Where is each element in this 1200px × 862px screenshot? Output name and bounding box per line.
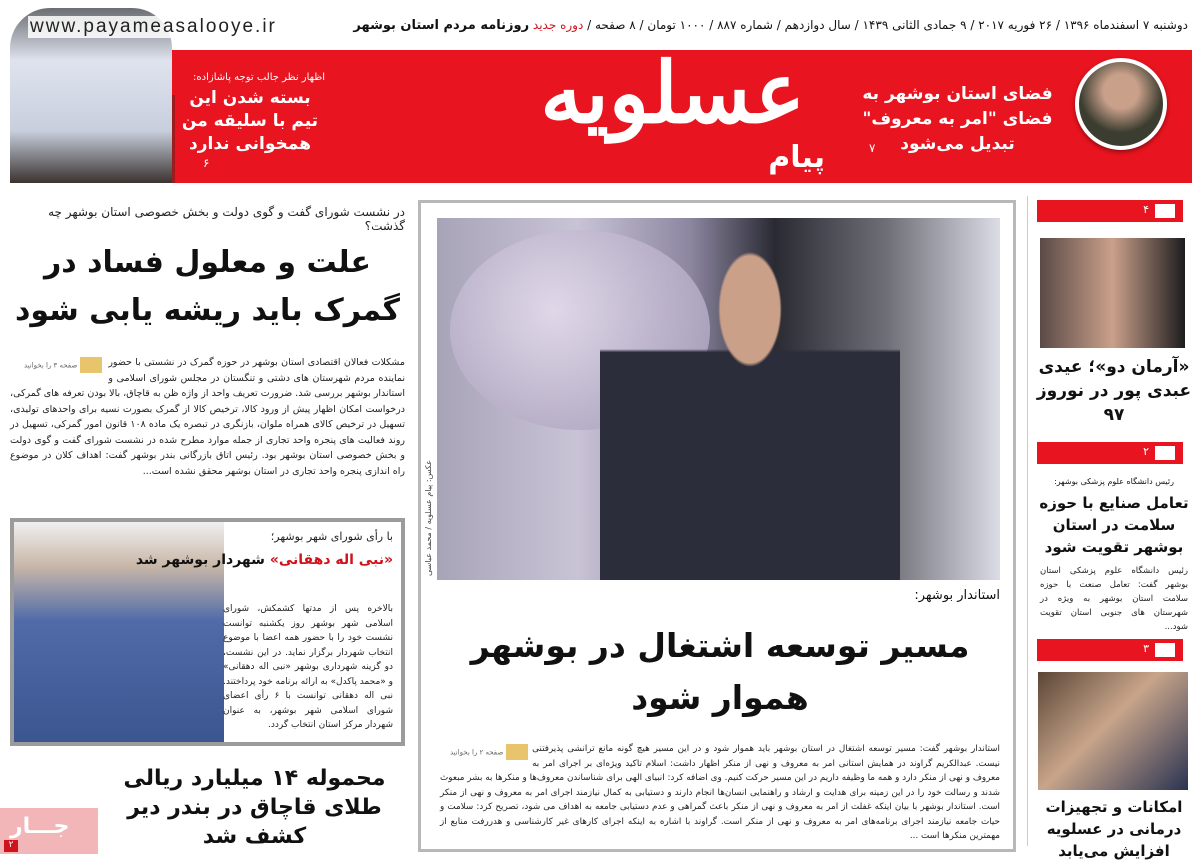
story-body: رئیس دانشگاه علوم پزشکی استان بوشهر گفت: تعامل صنعت با حوزه سلامت استان بوشهر به ویژه در شهرستان های جنوبی استان تقویت شود...: [1040, 566, 1188, 632]
story-text: مشکلات فعالان اقتصادی استان بوشهر در حوزه گمرک در نشستی با حضور نماینده مردم شهرستان های دشتی و تنگستان در مجلس شورای اسلامی و استاندار بوشهر بررسی شد. ضرورت تعریف واحد از واژه ظن به قاچاق، بالا بودن تعرفه های گمرکی، درخواست امکان اظهار پیش از ورود کالا، ترخیص کالا از گمرک بصورت نسیه برای واحدهای تولیدی، تسهیل در ترخیص کالای همراه ملوان، بازنگری در تبصره یک ماده ۱۰۸ قانون امور گمرکی، تسهیل در روند فعالیت های پنجره واحد تجاری از جمله موارد مطرح شده در نشست شورای گفت و گوی دولت و بخش خصوصی استان بوشهر بود. رئیس اتاق بازرگانی بندر بوشهر گفت: اهداف کلان در موضوع راه اندازی پنجره واحد تجاری در استان بوشهر محقق نشده است...: [10, 357, 405, 477]
story-body: [10, 355, 405, 479]
teaser-kicker: اظهار نظر جالب توجه پاشازاده:: [193, 72, 325, 83]
section-bar-page-2: [1037, 442, 1183, 464]
story-body: بالاخره پس از مدتها کشمکش، شورای اسلامی شهر بوشهر روز یکشنبه توانست نشست خود را با حضور همه اعضا با موضوع انتخاب شهردار برگزار نماید. در این نشست، دو گزینه شهرداری بوشهر «نبی اله دهقانی» و «محمد پاکدل» به ارائه برنامه خود پرداختند. نبی اله دهقانی توانست با ۶ رأی اعضای شورای اسلامی شهر بوشهر، به عنوان شهردار مرکز استان انتخاب گردد.: [223, 604, 393, 730]
see-page-text: صفحه ۳ را بخوانید: [24, 361, 78, 370]
sports-teaser[interactable]: [175, 72, 325, 170]
dateline: [353, 18, 1188, 33]
governor-figure: [600, 250, 900, 580]
section-bar-page-3: [1037, 639, 1183, 661]
story-headline[interactable]: «آرمان دو»؛ عیدی عبدی پور در نوروز ۹۷: [1036, 357, 1192, 425]
story-kicker: رئیس دانشگاه علوم پزشکی بوشهر:: [1054, 477, 1174, 486]
period-label: دوره جدید: [532, 18, 584, 32]
lead-kicker: استاندار بوشهر:: [914, 588, 1000, 603]
teaser-headline: فضای استان بوشهر به فضای "امر به معروف" تبدیل می‌شود: [862, 84, 1053, 154]
section-box: [1155, 446, 1175, 460]
lead-body: [440, 742, 1000, 844]
lead-headline[interactable]: مسیر توسعه اشتغال در بوشهر هموار شود: [470, 626, 970, 717]
section-page: ۲: [1143, 445, 1149, 458]
story-headline: [136, 552, 393, 568]
section-page: ۳: [1143, 642, 1149, 655]
story-kicker: در نشست شورای گفت و گوی دولت و بخش خصوصی استان بوشهر چه گذشت؟: [48, 205, 405, 233]
mayor-name: «نبی اله دهقانی»: [269, 552, 393, 568]
abdipour-photo: [1040, 238, 1185, 348]
story-kicker: با رأی شورای شهر بوشهر؛: [270, 530, 393, 543]
story-headline: علت و معلول فساد در گمرک باید ریشه یابی شود: [15, 245, 400, 328]
section-bar-page-4: [1037, 200, 1183, 222]
column-divider: [1027, 196, 1028, 846]
headline-rest: شهردار بوشهر شد: [135, 552, 270, 568]
gold-smuggling-story[interactable]: [104, 764, 405, 851]
logo-main: عسلویه: [540, 43, 805, 142]
official-photo: [1038, 672, 1188, 790]
see-page-marker: [80, 357, 102, 373]
mayor-story[interactable]: [10, 518, 405, 746]
teaser-page: ۷: [869, 141, 876, 155]
section-box: [1155, 204, 1175, 218]
newspaper-logo: [335, 43, 825, 180]
story-headline: محموله ۱۴ میلیارد ریالی طلای قاچاق در بندر دیر کشف شد: [123, 766, 386, 849]
tagline: روزنامه مردم استان بوشهر: [353, 18, 530, 33]
story-headline[interactable]: امکانات و تجهیزات درمانی در عسلویه افزایش می‌یابد: [1045, 798, 1183, 860]
photo-credit: عکس: پیام عسلویه / محمد عباسی: [424, 460, 433, 577]
website-url[interactable]: www.payameasalooye.ir: [30, 16, 277, 37]
section-page: ۴: [1143, 203, 1149, 216]
lead-text: استاندار بوشهر گفت: مسیر توسعه اشتغال در استان بوشهر باید هموار شود و در این مسیر هیچ گونه مانع ترانشی پذیرفتنی نیست. عبدالکریم گراوند در همایش استانی امر به معروف و نهی از منکر اظهار داشت: اسلام تاکید ویژه‌ای بر اجرای امر به معروف و نهی از منکر دارد و همه ما وظیفه داریم در این مسیر حرکت کنیم. وی اضافه کرد: انبیای الهی برای شناساندن معروف‌ها و منکرها به بشر مبعوث شدند و رسالت خود را در این زمینه برای هدایت و ارشاد و راهنمایی انسان‌ها انجام دارند و دستیابی به کمال نیازمند اجرای امر به معروف و نهی از منکر است. استاندار بوشهر با بیان اینکه غفلت از امر به معروف و نهی از منکر باعث گمراهی و عدم دستیابی جامعه به اهداف می شود، تصریح کرد: سلامت و حیات جامعه نیازمند اجرای برنامه‌های امر به معروف و نهی از منکر است. گراوند با اشاره به اینکه اجرای کارهای غیر کارشناسی و هدررفت منابع از مهمترین منکرها است ...: [440, 744, 1000, 841]
province-teaser[interactable]: [855, 82, 1060, 155]
teaser-headline: بسته شدن این تیم با سلیقه من همخوانی ندارد: [181, 88, 319, 154]
story-headline[interactable]: تعامل صنایع با حوزه سلامت در استان بوشهر تقویت شود: [1039, 494, 1189, 556]
section-box: [1155, 643, 1175, 657]
stamp-text: جـــار: [10, 814, 70, 839]
customs-story[interactable]: [10, 205, 405, 479]
see-page-marker: [506, 744, 528, 760]
stamp-page: ۲: [4, 840, 18, 852]
teaser-page: ۶: [203, 156, 210, 170]
see-page-text: صفحه ۲ را بخوانید: [450, 748, 504, 757]
issue-info: دوشنبه ۷ اسفندماه ۱۳۹۶ / ۲۶ فوریه ۲۰۱۷ / ۹ جمادی الثانی ۱۴۳۹ / سال دوازدهم / شماره ۸۸۷ / ۱۰۰۰ تومان / ۸ صفحه /: [583, 18, 1188, 32]
commander-portrait: [1075, 58, 1167, 150]
logo-small: پیام: [768, 140, 825, 175]
